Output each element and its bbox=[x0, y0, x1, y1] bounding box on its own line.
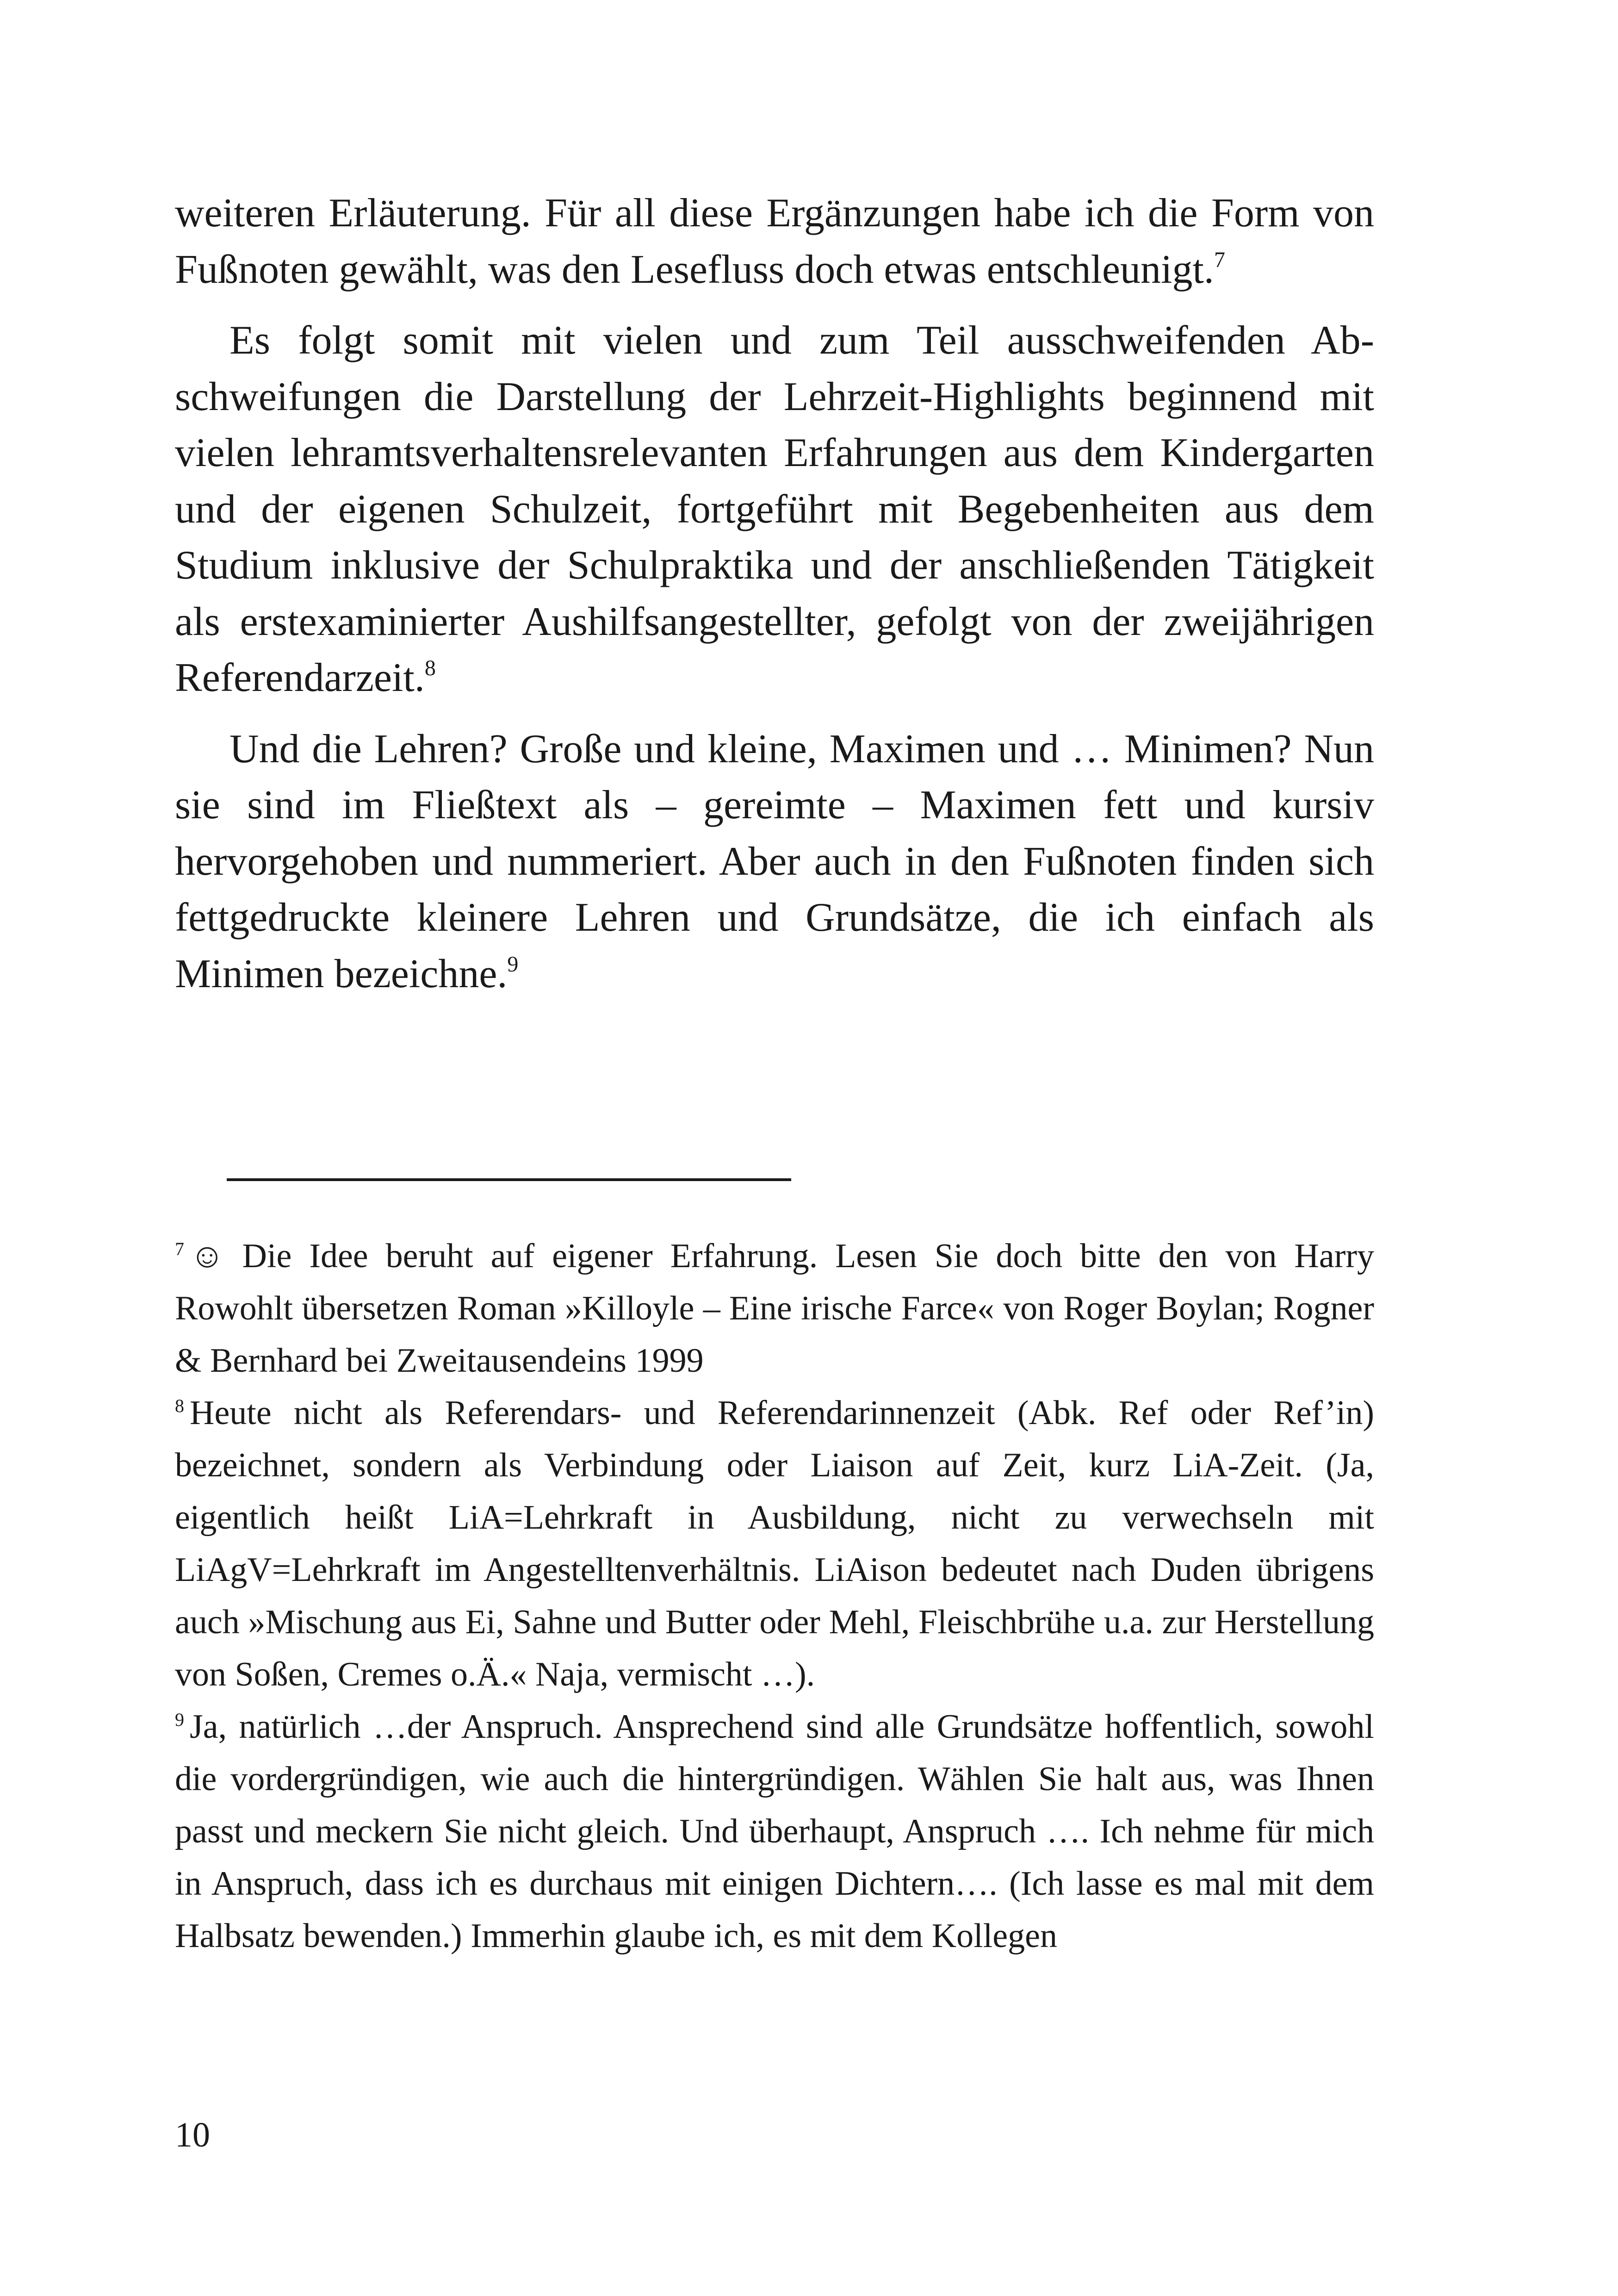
paragraph bbox=[175, 312, 1374, 706]
footnote-number: 7 bbox=[175, 1238, 184, 1259]
paragraph bbox=[175, 185, 1374, 298]
footnote-text: ☺ Die Idee beruht auf eigener Erfahrung. Lesen Sie doch bitte den von Harry Rowohlt übersetzen Roman »Killoyle – Eine irische Farce« von Roger Boylan; Rogner & Bernhard bei Zweitausendeins 1999 bbox=[175, 1237, 1374, 1380]
footnote-number: 8 bbox=[175, 1395, 184, 1416]
footnote-reference[interactable]: 7 bbox=[1214, 247, 1225, 272]
main-text bbox=[175, 185, 1374, 1002]
footnote bbox=[175, 1701, 1374, 1962]
footnote-text: Ja, natürlich …der Anspruch. Ansprechend sind alle Grundsätze hoffentlich, sowohl die vordergründigen, wie auch die hintergründigen. Wählen Sie halt aus, was Ihnen passt und meckern Sie nicht gleich. Und überhaupt, Anspruch …. Ich nehme für mich in Anspruch, dass ich es durchaus mit einigen Dichtern…. (Ich lasse es mal mit dem Halbsatz bewenden.) Immerhin glaube ich, es mit dem Kollegen bbox=[175, 1708, 1374, 1955]
footnote bbox=[175, 1230, 1374, 1387]
footnote-reference[interactable]: 8 bbox=[424, 656, 436, 680]
paragraph-text: weiteren Erläuterung. Für all diese Ergänzungen habe ich die Form von Fußnoten gewählt, was den Lesefluss doch etwas entschleunigt. bbox=[175, 191, 1374, 292]
page-number: 10 bbox=[175, 2116, 210, 2154]
footnote-number: 9 bbox=[175, 1709, 184, 1730]
paragraph bbox=[175, 721, 1374, 1002]
footnote-reference[interactable]: 9 bbox=[507, 952, 519, 977]
footnote bbox=[175, 1387, 1374, 1701]
footnote-separator bbox=[227, 1178, 791, 1181]
paragraph-text: Und die Lehren? Große und kleine, Maximen und … Minimen? Nun sie sind im Fließtext als – gereimte – Maximen fett und kursiv hervorgehoben und nummeriert. Aber auch in den Fußnoten finden sich fettgedruckte kleinere Lehren und Grundsätze, die ich einfach als Minimen bezeichne. bbox=[175, 726, 1374, 996]
footnote-text: Heute nicht als Referendars- und Referendarinnenzeit (Abk. Ref oder Ref’in) bezeichnet, sondern als Verbindung oder Liaison auf Zeit, kurz LiA-Zeit. (Ja, eigentlich heißt LiA=Lehrkraft in Ausbildung, nicht zu verwechseln mit LiAgV=Lehrkraft im Angestelltenverhältnis. LiAison bedeutet nach Duden übrigens auch »Mischung aus Ei, Sahne und Butter oder Mehl, Fleischbrühe u.a. zur Herstellung von Soßen, Cremes o.Ä.« Naja, vermischt …). bbox=[175, 1394, 1374, 1693]
paragraph-text: Es folgt somit mit vielen und zum Teil ausschweifenden Abschweifungen die Darstellung der Lehrzeit-Highlights beginnend mit vielen lehramtsverhaltensrelevanten Erfahrungen aus dem Kindergarten und der eigenen Schulzeit, fortgeführt mit Begebenheiten aus dem Studium inklusive der Schulpraktika und der anschließenden Tätigkeit als erstexaminierter Aushilfsangestellter, gefolgt von der zweijährigen Referendarzeit. bbox=[175, 318, 1374, 700]
footnotes bbox=[175, 1230, 1374, 1962]
